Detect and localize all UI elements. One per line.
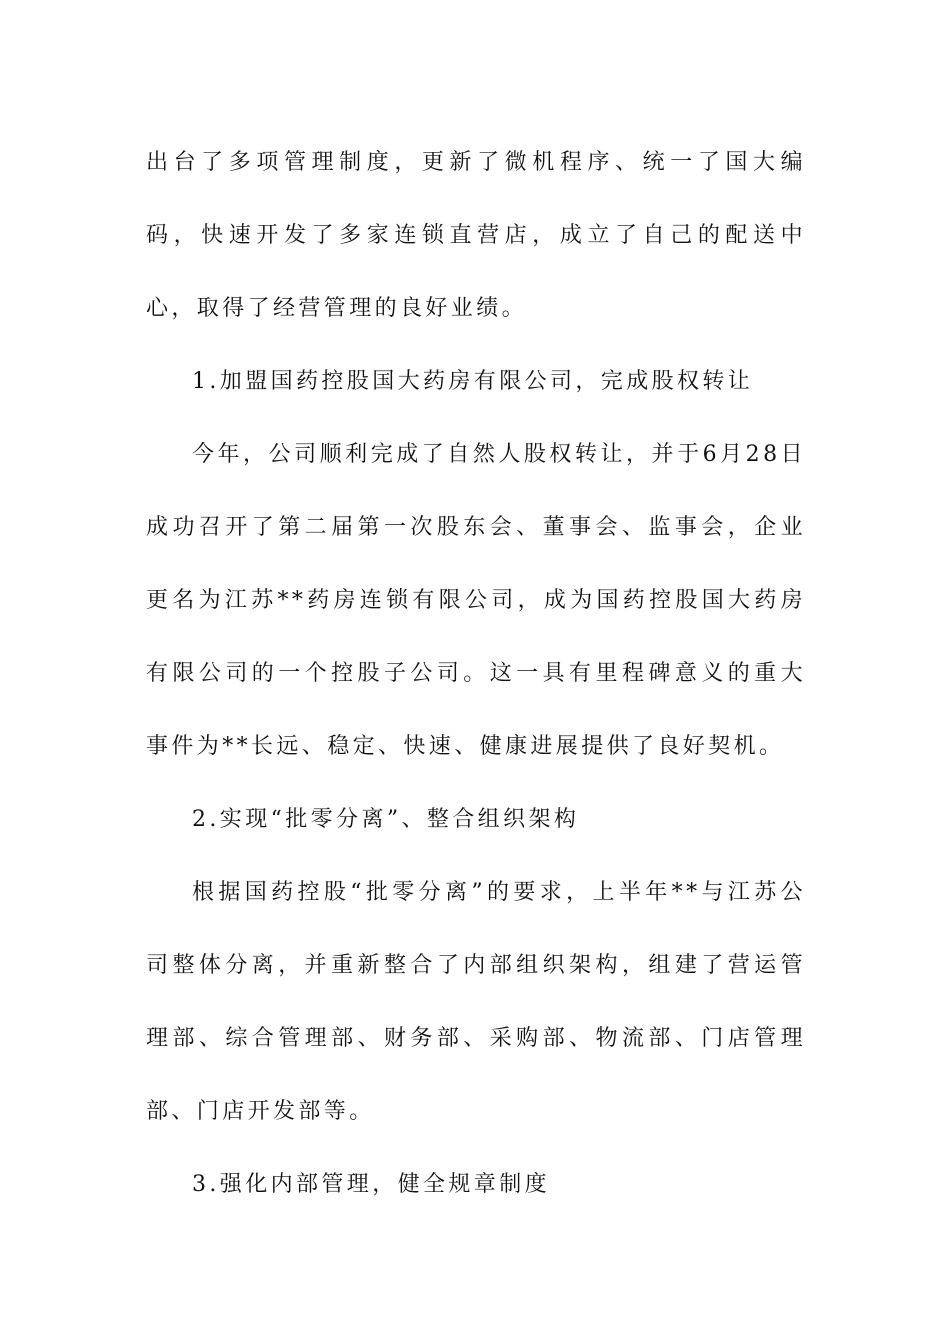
section-heading-2: 2.实现“批零分离”、整合组织架构 bbox=[192, 807, 580, 832]
section-heading-1: 1.加盟国药控股国大药房有限公司，完成股权转让 bbox=[192, 369, 754, 394]
paragraph-equity-transfer: 今年，公司顺利完成了自然人股权转让，并于6月28日成功召开了第二届第一次股东会、董事会、监事会，企业更名为江苏**药房连锁有限公司，成为国药控股国大药房有限公司的一个控股子公司。这一具有里程碑意义的重大事件为**长远、稳定、快速、健康进展提供了良好契机。 bbox=[146, 442, 806, 759]
section-heading-3: 3.强化内部管理，健全规章制度 bbox=[192, 1172, 550, 1197]
paragraph-continuation: 出台了多项管理制度，更新了微机程序、统一了国大编码，快速开发了多家连锁直营店，成立了自己的配送中心，取得了经营管理的良好业绩。 bbox=[146, 150, 806, 321]
paragraph-organization: 根据国药控股“批零分离”的要求，上半年**与江苏公司整体分离，并重新整合了内部组织架构，组建了营运管理部、综合管理部、财务部、采购部、物流部、门店管理部、门店开发部等。 bbox=[146, 880, 806, 1124]
document-body bbox=[146, 126, 806, 1221]
